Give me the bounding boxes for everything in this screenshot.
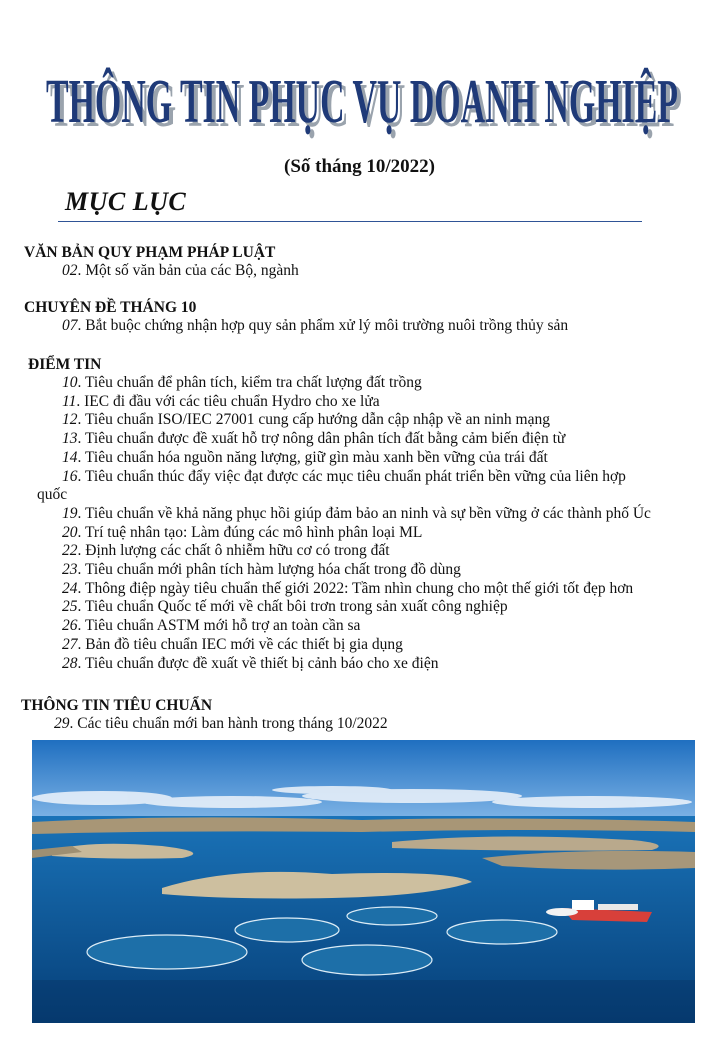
toc-item-text: Tiêu chuẩn ASTM mới hỗ trợ an toàn cần sa	[84, 617, 361, 635]
toc-item[interactable]: 27. Bản đồ tiêu chuẩn IEC mới về các thiết bị gia dụng	[62, 635, 403, 653]
toc-item[interactable]: 10. Tiêu chuẩn để phân tích, kiểm tra chất lượng đất trồng	[62, 374, 422, 391]
issue-label: (Số tháng 10/2022)	[284, 156, 435, 177]
toc-item[interactable]: 29. Các tiêu chuẩn mới ban hành trong tháng 10/2022	[54, 715, 388, 732]
toc-item-page: 26	[62, 617, 78, 635]
toc-item-text: Tiêu chuẩn được đề xuất về thiết bị cảnh báo cho xe điện	[84, 654, 439, 672]
toc-item[interactable]: 25. Tiêu chuẩn Quốc tế mới về chất bôi trơn trong sản xuất công nghiệp	[62, 598, 508, 616]
toc-item-text: Tiêu chuẩn ISO/IEC 27001 cung cấp hướng dẫn cập nhập về an ninh mạng	[84, 411, 550, 429]
toc-item-page: 29	[54, 715, 70, 732]
toc-item-text: Tiêu chuẩn về khả năng phục hồi giúp đảm bảo an ninh và sự bền vững ở các thành phố Úc	[84, 504, 651, 522]
toc-item-page: 07	[62, 317, 78, 334]
toc-item[interactable]: 28. Tiêu chuẩn được đề xuất về thiết bị cảnh báo cho xe điện	[62, 654, 439, 672]
toc-item[interactable]: 20. Trí tuệ nhân tạo: Làm đúng các mô hình phân loại ML	[62, 523, 423, 541]
toc-item-page: 28	[62, 654, 78, 672]
toc-item[interactable]: 19. Tiêu chuẩn về khả năng phục hồi giúp đảm bảo an ninh và sự bền vững ở các thành phố Úc	[62, 504, 651, 522]
banner-title	[0, 22, 719, 142]
banner-title-text: THÔNG TIN PHỤC VỤ DOANH NGHIỆP	[46, 68, 678, 136]
toc-item-text: Một số văn bản của các Bộ, ngành	[85, 262, 299, 279]
toc-item-text: Tiêu chuẩn được đề xuất hỗ trợ nông dân phân tích đất bằng cảm biến điện từ	[84, 430, 566, 448]
toc-item-text: Định lượng các chất ô nhiễm hữu cơ có trong đất	[85, 542, 390, 560]
toc-item-text: Tiêu chuẩn hóa nguồn năng lượng, giữ gìn màu xanh bền vững của trái đất	[84, 448, 548, 466]
toc-item-page: 19	[62, 504, 78, 522]
toc-section-legal	[0, 243, 719, 281]
section-title: VĂN BẢN QUY PHẠM PHÁP LUẬT	[24, 244, 276, 261]
toc-item-page: 02	[62, 262, 78, 279]
toc-item-page: 14	[62, 448, 78, 466]
sky	[32, 740, 695, 820]
toc-section-feature	[0, 298, 719, 336]
toc-item-text: Bản đồ tiêu chuẩn IEC mới về các thiết bị gia dụng	[85, 635, 403, 653]
section-title: ĐIỂM TIN	[28, 356, 102, 373]
toc-divider	[58, 221, 642, 222]
toc-item-text: IEC đi đầu với các tiêu chuẩn Hydro cho xe lửa	[84, 392, 380, 410]
toc-item-page: 11	[62, 392, 77, 410]
toc-item-text: Tiêu chuẩn để phân tích, kiểm tra chất lượng đất trồng	[84, 374, 422, 391]
toc-item-text: Tiêu chuẩn mới phân tích hàm lượng hóa chất trong đồ dùng	[84, 561, 461, 579]
banner-title-shadow: THÔNG TIN PHỤC VỤ DOANH NGHIỆP	[50, 72, 682, 140]
toc-item-text: Các tiêu chuẩn mới ban hành trong tháng 10/2022	[77, 715, 388, 732]
toc-item-page: 25	[62, 598, 78, 616]
toc-item[interactable]: 02. Một số văn bản của các Bộ, ngành	[62, 262, 299, 279]
toc-item[interactable]: 16. Tiêu chuẩn thúc đẩy việc đạt được các mục tiêu chuẩn phát triển bền vững của liên hợp	[62, 467, 626, 485]
toc-item-page: 16	[62, 467, 78, 485]
aquaculture-photo	[32, 740, 695, 1023]
toc-item[interactable]: 14. Tiêu chuẩn hóa nguồn năng lượng, giữ gìn màu xanh bền vững của trái đất	[62, 448, 548, 466]
toc-item[interactable]: 22. Định lượng các chất ô nhiễm hữu cơ có trong đất	[62, 542, 390, 560]
toc-section-standards	[0, 696, 719, 734]
toc-item[interactable]: 12. Tiêu chuẩn ISO/IEC 27001 cung cấp hướng dẫn cập nhập về an ninh mạng	[62, 411, 550, 429]
toc-item-page: 24	[62, 579, 78, 597]
toc-item-text: Trí tuệ nhân tạo: Làm đúng các mô hình phân loại ML	[84, 523, 423, 541]
toc-item-page: 13	[62, 430, 78, 448]
toc-item-text: Bắt buộc chứng nhận hợp quy sản phẩm xử lý môi trường nuôi trồng thủy sản	[85, 317, 569, 334]
toc-item-page: 10	[62, 374, 78, 391]
toc-section-news	[0, 355, 719, 673]
toc-item-page: 27	[62, 635, 78, 653]
toc-item[interactable]: 23. Tiêu chuẩn mới phân tích hàm lượng hóa chất trong đồ dùng	[62, 561, 461, 579]
toc-item-text-continued: quốc	[37, 486, 68, 504]
toc-item-text: Thông điệp ngày tiêu chuẩn thế giới 2022: Tầm nhìn chung cho một thế giới tốt đẹp hơn	[84, 579, 634, 597]
toc-item[interactable]: 13. Tiêu chuẩn được đề xuất hỗ trợ nông dân phân tích đất bằng cảm biến điện từ	[62, 430, 566, 448]
toc-item[interactable]: 11. IEC đi đầu với các tiêu chuẩn Hydro cho xe lửa	[62, 392, 380, 410]
sea-shadow	[32, 980, 695, 1023]
toc-item-page: 23	[62, 561, 78, 579]
toc-item-page: 22	[62, 542, 78, 560]
section-title: THÔNG TIN TIÊU CHUẨN	[21, 697, 213, 714]
toc-heading: MỤC LỤC	[65, 187, 187, 216]
toc-item-text: Tiêu chuẩn thúc đẩy việc đạt được các mục tiêu chuẩn phát triển bền vững của liên hợp	[84, 467, 626, 485]
toc-item[interactable]: 24. Thông điệp ngày tiêu chuẩn thế giới 2022: Tầm nhìn chung cho một thế giới tốt đẹp hơn	[62, 579, 634, 597]
toc-item-page: 12	[62, 411, 78, 429]
toc-item[interactable]: 07. Bắt buộc chứng nhận hợp quy sản phẩm xử lý môi trường nuôi trồng thủy sản	[62, 317, 569, 334]
section-title: CHUYÊN ĐỀ THÁNG 10	[24, 299, 197, 316]
toc-item-continuation[interactable]	[0, 486, 719, 505]
toc-item-text: Tiêu chuẩn Quốc tế mới về chất bôi trơn trong sản xuất công nghiệp	[84, 598, 508, 616]
toc-item-page: 20	[62, 523, 78, 541]
toc-item[interactable]: 26. Tiêu chuẩn ASTM mới hỗ trợ an toàn cần sa	[62, 617, 361, 635]
